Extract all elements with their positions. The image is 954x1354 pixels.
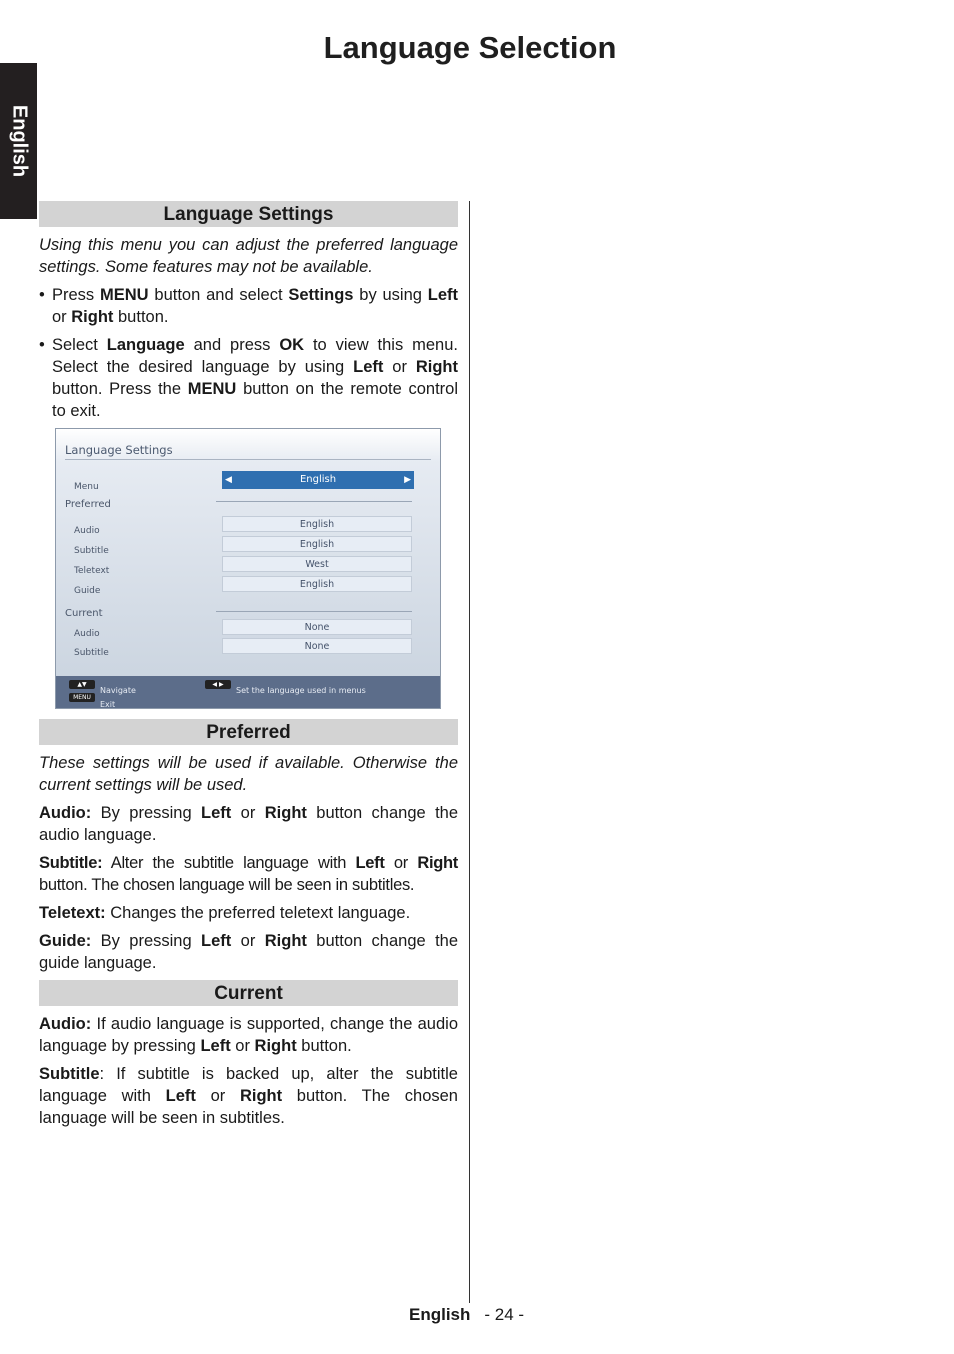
left-column [39,201,458,1135]
screen-pref-guide-value: English [222,576,412,592]
arrow-left-icon: ◀ [225,475,232,485]
left-right-key-icon: ◀ ▶ [205,680,231,689]
screen-separator [216,611,412,612]
arrow-right-icon: ▶ [404,475,411,485]
screen-current-group: Current [65,608,103,619]
screen-cur-audio-value: None [222,619,412,635]
language-side-tab-label: English [8,104,30,178]
menu-key-icon: MENU [69,693,95,702]
screen-menu-value: ◀ English ▶ [222,471,414,489]
preferred-guide-paragraph: Guide: By pressing Left or Right button change the guide language. [39,932,459,972]
up-down-key-icon: ▲▼ [69,680,95,689]
screen-title: Language Settings [65,443,173,457]
instruction-list [39,284,458,422]
screen-cur-subtitle-value: None [222,638,412,654]
footer-language: English [409,1305,471,1324]
screen-cur-subtitle-label: Subtitle [74,648,109,658]
preferred-subtitle-paragraph: Subtitle: Alter the subtitle language with Left or Right button. The chosen language will be seen in subtitles. [39,854,458,894]
screen-pref-audio-label: Audio [74,526,100,536]
page-number: - 24 - [484,1305,525,1324]
language-side-tab [0,63,37,219]
screen-cur-audio-label: Audio [74,629,100,639]
list-item: • Select Language and press OK to view this menu. Select the desired language by using Left or Right button. Press the MENU button on the remote control to exit. [39,334,458,422]
current-subtitle-paragraph: Subtitle: If subtitle is backed up, alter the subtitle language with Left or Right button. The chosen language will be seen in subtitles. [39,1065,458,1127]
screen-pref-teletext-value: West [222,556,412,572]
section-heading-preferred: Preferred [39,719,458,745]
language-settings-screenshot [55,428,441,709]
list-item: • Press MENU button and select Settings by using Left or Right button. [39,284,458,328]
screen-pref-guide-label: Guide [74,586,101,596]
screen-footer-navigate: Navigate [100,686,136,695]
preferred-intro: These settings will be used if available. Otherwise the current settings will be used. [39,754,458,794]
preferred-teletext-paragraph: Teletext: Changes the preferred teletext language. [39,904,411,922]
screen-footer-hint: Set the language used in menus [236,686,366,695]
screen-footer [56,676,440,708]
screen-pref-audio-value: English [222,516,412,532]
screen-pref-subtitle-value: English [222,536,412,552]
current-audio-paragraph: Audio: If audio language is supported, change the audio language by pressing Left or Right button. [39,1015,458,1055]
screen-preferred-group: Preferred [65,499,111,510]
screen-menu-label: Menu [74,482,99,492]
section-heading-language-settings: Language Settings [39,201,458,227]
preferred-audio-paragraph: Audio: By pressing Left or Right button change the audio language. [39,804,459,844]
column-divider [469,201,470,1303]
screen-pref-teletext-label: Teletext [74,566,110,576]
screen-title-underline [65,459,431,460]
page-footer [409,1305,524,1325]
section-heading-current: Current [39,980,458,1006]
page-title: Language Selection [323,30,617,65]
screen-footer-exit: Exit [100,700,116,709]
screen-pref-subtitle-label: Subtitle [74,546,109,556]
screen-separator [216,501,412,502]
language-settings-intro: Using this menu you can adjust the preferred language settings. Some features may not be available. [39,236,458,276]
